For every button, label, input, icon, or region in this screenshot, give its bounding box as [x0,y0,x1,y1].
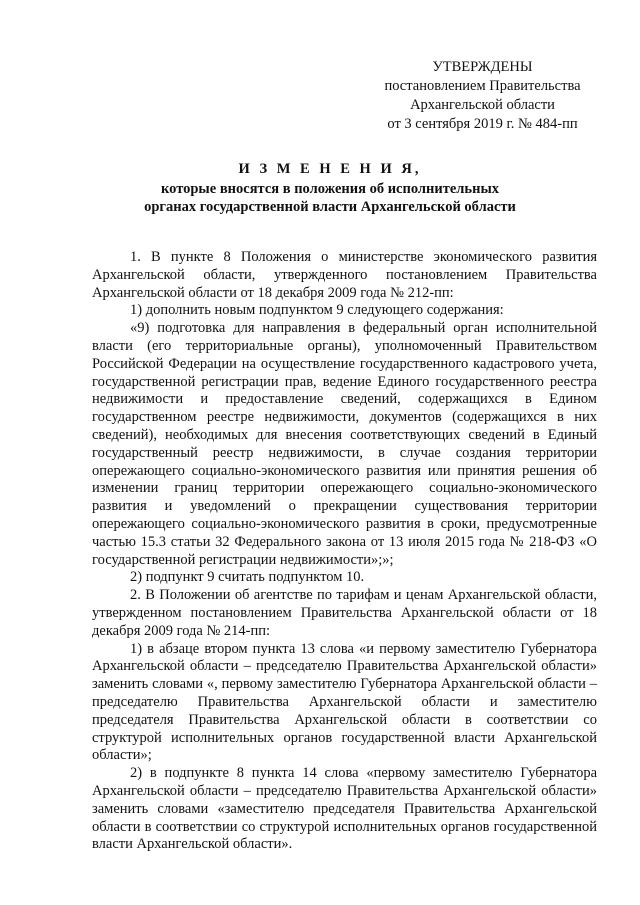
paragraph-subitem-2-2: 2) в подпункте 8 пункта 14 слова «первому заместителю Губернатора Архангельской области – председателю Правительства Архангельской области» заменить словами «заместителю председателя Правительства Архангельской области в соответствии со структурой исполнительных органов государственной власти Архангельской области». [92,765,597,853]
paragraph-quoted-subitem-9: «9) подготовка для направления в федеральный орган исполнительной власти (его территориальные органы), уполномоченный Правительством Российской Федерации на осуществление государственного кадастрового учета, государственной регистрации прав, ведение Единого государственного реестра недвижимости и предоставление сведений, содержащихся в Едином государственном реестре недвижимости, документов (содержащихся в них сведений), необходимых для внесения соответствующих сведений в Единый государственный реестр недвижимости, в случае создания территории опережающего социально-экономического развития или принятия решения об изменении границ территории опережающего социально-экономического развития и уведомлений о прекращении существования территории опережающего социально-экономического развития в сроки, предусмотренные частью 15.3 статьи 32 Федерального закона от 13 июля 2015 года № 218-ФЗ «О государственной регистрации недвижимости»;»; [92,320,597,568]
document-title [60,160,600,216]
title-subtitle-line-2: органах государственной власти Архангельской области [144,199,516,215]
paragraph-subitem-1-1: 1) дополнить новым подпунктом 9 следующего содержания: [130,302,504,319]
title-subtitle-line-1: которые вносятся в положения об исполнительных [160,181,500,197]
approval-by-line: постановлением Правительства [384,78,581,94]
paragraph-item-1: 1. В пункте 8 Положения о министерстве экономического развития Архангельской области, утвержденного постановлением Правительства Архангельской области от 18 декабря 2009 года № 212-пп: [92,249,597,301]
paragraph-subitem-2-1: 1) в абзаце втором пункта 13 слова «и первому заместителю Губернатора Архангельской области – председателю Правительства Архангельской области» заменить словами «, первому заместителю Губернатора Архангельской области – председателю Правительства Архангельской области и заместителю председателя Правительства Архангельской области в соответствии со структурой исполнительных органов государственной власти Архангельской области»; [92,640,597,764]
approval-region-line: Архангельской области [410,97,555,113]
approval-heading: УТВЕРЖДЕНЫ [432,59,533,75]
paragraph-subitem-1-2: 2) подпункт 9 считать подпунктом 10. [130,569,365,586]
approval-date-line: от 3 сентября 2019 г. № 484-пп [387,116,578,132]
document-body [92,249,597,854]
approval-stamp [360,58,605,134]
title-main: И З М Е Н Е Н И Я, [238,161,422,177]
paragraph-item-2: 2. В Положении об агентстве по тарифам и ценам Архангельской области, утвержденном постановлением Правительства Архангельской области от 18 декабря 2009 года № 214-пп: [92,587,597,639]
